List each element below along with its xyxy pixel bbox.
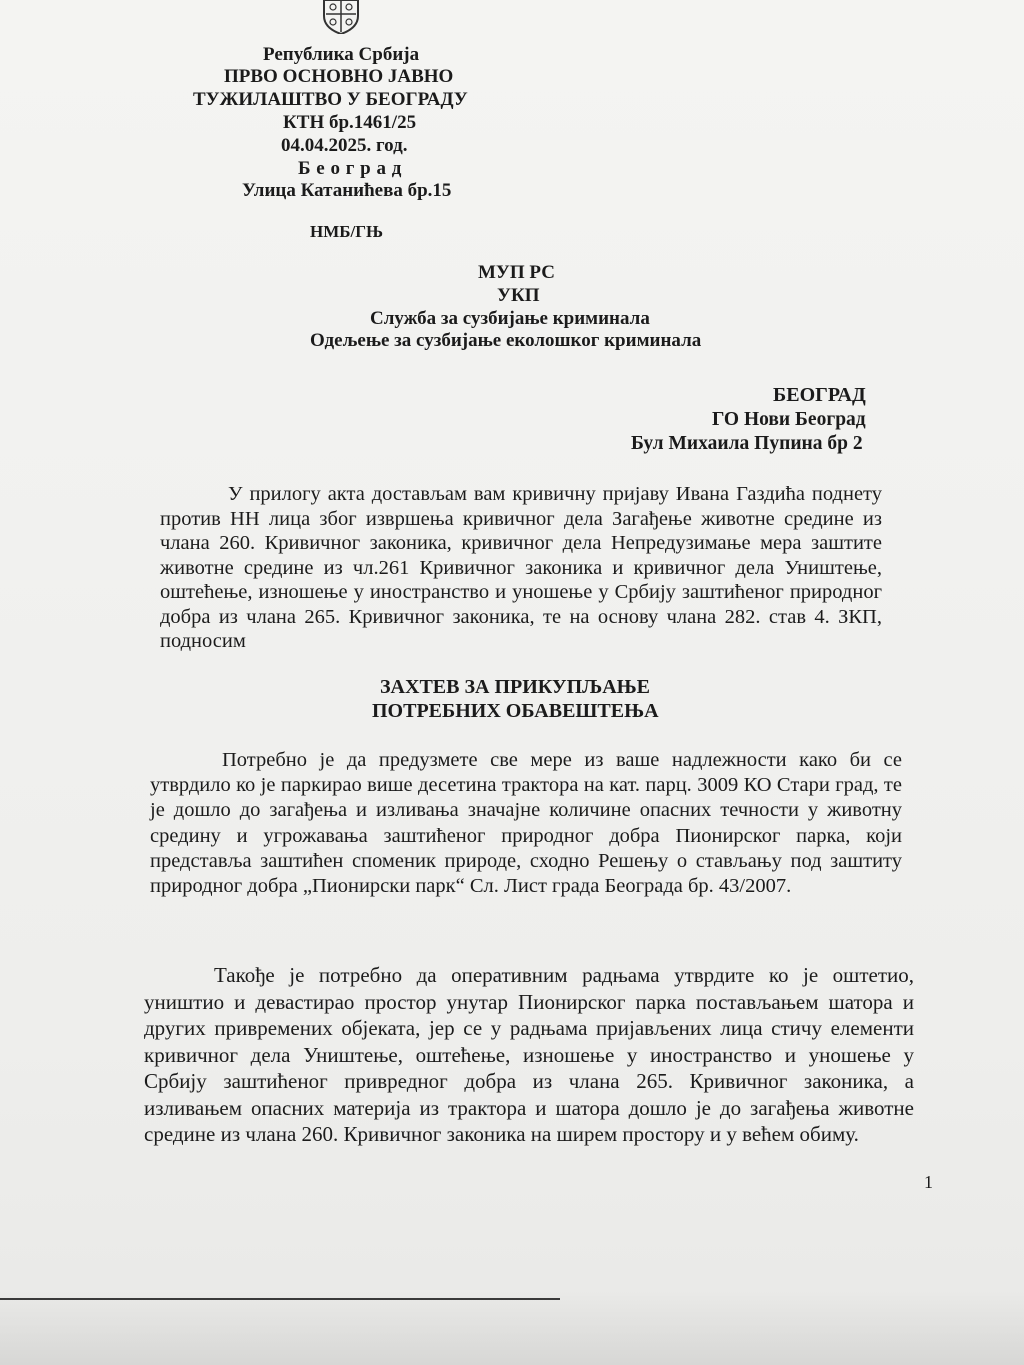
request-title-line1: ЗАХТЕВ ЗА ПРИКУПЉАЊЕ bbox=[380, 676, 651, 698]
header-office-line1: ПРВО ОСНОВНО ЈАВНО bbox=[224, 66, 454, 87]
header-case-number: КТН бр.1461/25 bbox=[283, 112, 417, 133]
header-office-line2: ТУЖИЛАШТВО У БЕОГРАДУ bbox=[193, 89, 468, 110]
page-shadow bbox=[0, 1290, 1024, 1365]
recipient-city: БЕОГРАД bbox=[773, 384, 866, 406]
body-paragraph-1: Потребно је да предузмете све мере из ваше надлежности како би се утврдило ко је паркирао више десетина трактора на кат. парц. 3009 КО Стари град, те је дошло до загађења и изливања значајне количине опасних течности у животну средину и угрожавања заштићеног природног добра Пионирског парка, који представља заштићен споменик природе, сходно Решењу о стављању под заштиту природног добра „Пионирски парк“ Сл. Лист града Београда бр. 43/2007. bbox=[150, 749, 902, 898]
recipient-unit: УКП bbox=[497, 285, 540, 306]
recipient-municipality: ГО Нови Београд bbox=[712, 409, 866, 430]
header-date: 04.04.2025. год. bbox=[281, 135, 408, 156]
recipient-address: Бул Михаила Пупина бр 2 bbox=[631, 433, 863, 454]
coat-of-arms-icon bbox=[318, 0, 364, 34]
header-city: Б е о г р а д bbox=[298, 158, 402, 179]
header-street: Улица Катанићева бр.15 bbox=[242, 180, 452, 201]
body-paragraph-2: Такође је потребно да оперативним радњама утврдите ко је оштетио, уништио и девастирао простор унутар Пионирског парка постављањем шатора и других привремених објеката, јер се у радњама пријављених лица стичу елементи кривичног дела Уништење, оштећење, изношење у иностранство и уношење у Србију заштићеног привредног добра из члана 265. Кривичног законика, а изливањем опасних материја из трактора и шатора дошло је до загађења животне средине из члана 260. Кривичног законика на ширем простору и у већем обиму. bbox=[144, 963, 914, 1146]
recipient-department: Одељење за сузбијање еколошког криминала bbox=[310, 330, 702, 351]
header-country: Република Србија bbox=[263, 44, 420, 65]
request-title-line2: ПОТРЕБНИХ ОБАВЕШТЕЊА bbox=[372, 700, 659, 722]
recipient-ministry: МУП РС bbox=[478, 262, 555, 283]
recipient-service: Служба за сузбијање криминала bbox=[370, 308, 650, 329]
page-number: 1 bbox=[924, 1172, 933, 1192]
header-initials: НМБ/ГЊ bbox=[310, 222, 384, 241]
intro-paragraph: У прилогу акта достављам вам кривичну пријаву Ивана Газдића поднету против НН лица због извршења кривичног дела Загађење животне средине из члана 260. Кривичног законика, кривичног дела Непредузимање мера заштите животне средине из чл.261 Кривичног законика и кривичног дела Уништење, оштећење, изношење у иностранство и уношење у Србију заштићеног природног добра из члана 265. Кривичног законика, те на основу члана 282. став 4. ЗКП, подносим bbox=[160, 483, 882, 652]
